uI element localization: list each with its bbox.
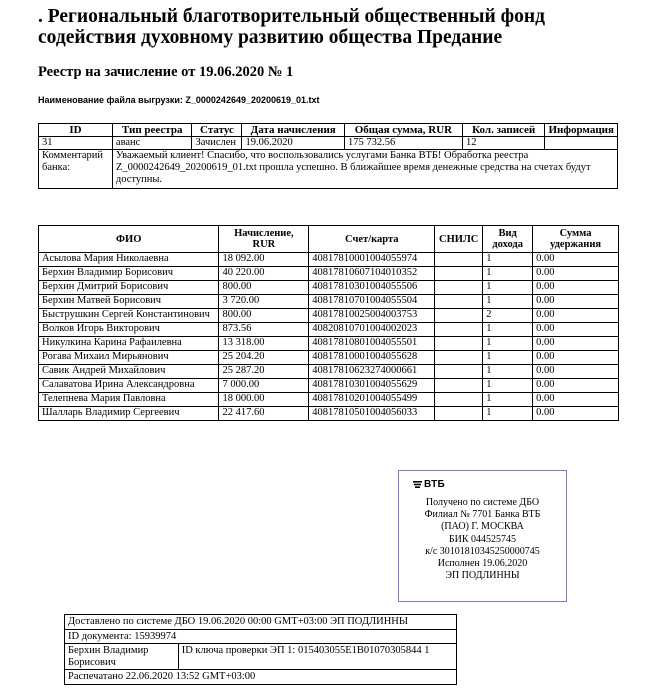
delivery-row: [65, 670, 457, 685]
recipients-header-row: [39, 226, 619, 253]
snils: [435, 351, 483, 365]
accrual-amount: 25 287.20: [219, 365, 309, 379]
summary-header: Статус: [192, 124, 242, 137]
stamp-line: ЭП ПОДЛИННЫ: [445, 570, 520, 582]
snils: [435, 407, 483, 421]
deduction-amount: 0.00: [533, 393, 619, 407]
accrual-amount: 800.00: [219, 309, 309, 323]
snils: [435, 309, 483, 323]
deduction-amount: 0.00: [533, 253, 619, 267]
account-number: 40820810701004002023: [309, 323, 435, 337]
deduction-amount: 0.00: [533, 337, 619, 351]
recipients-header: Сумма удержания: [533, 226, 619, 253]
registry-title: Реестр на зачисление от 19.06.2020 № 1: [38, 64, 294, 80]
deduction-amount: 0.00: [533, 295, 619, 309]
comment-text: Уважаемый клиент! Спасибо, что воспользовались услугами Банка ВТБ! Обработка реестра Z_0000242649_20200619_01.txt прошла успешно. В ближайшее время денежные средства на счетах будут доступны.: [112, 150, 617, 189]
delivery-row: [65, 615, 457, 630]
deduction-amount: 0.00: [533, 281, 619, 295]
recipient-name: Берхин Дмитрий Борисович: [39, 281, 219, 295]
accrual-amount: 873.56: [219, 323, 309, 337]
summary-total: 175 732.56: [344, 137, 462, 150]
snils: [435, 281, 483, 295]
account-number: 40817810701004055504: [309, 295, 435, 309]
accrual-amount: 7 000.00: [219, 379, 309, 393]
income-type: 2: [483, 309, 533, 323]
summary-header: Дата начисления: [242, 124, 345, 137]
summary-header: Кол. записей: [462, 124, 545, 137]
table-row: [39, 253, 619, 267]
account-number: 40817810001004055628: [309, 351, 435, 365]
accrual-amount: 13 318.00: [219, 337, 309, 351]
account-number: 40817810801004055501: [309, 337, 435, 351]
recipients-header: ФИО: [39, 226, 219, 253]
income-type: 1: [483, 407, 533, 421]
table-row: [39, 337, 619, 351]
key-id: ID ключа проверки ЭП 1: 015403055E1B01070305844 1: [178, 644, 456, 670]
table-row: [39, 351, 619, 365]
summary-type: аванс: [112, 137, 192, 150]
summary-data-row: [39, 137, 618, 150]
snils: [435, 253, 483, 267]
table-row: [39, 323, 619, 337]
recipient-name: Шалларь Владимир Сергеевич: [39, 407, 219, 421]
summary-header: ID: [39, 124, 113, 137]
snils: [435, 379, 483, 393]
delivery-row: [65, 644, 457, 670]
deduction-amount: 0.00: [533, 407, 619, 421]
table-row: [39, 281, 619, 295]
snils: [435, 393, 483, 407]
bank-stamp: [398, 470, 567, 602]
income-type: 1: [483, 365, 533, 379]
comment-label: Комментарий банка:: [39, 150, 113, 189]
deduction-amount: 0.00: [533, 365, 619, 379]
delivery-row: [65, 629, 457, 644]
account-number: 40817810025004003753: [309, 309, 435, 323]
recipients-header: Начисление, RUR: [219, 226, 309, 253]
recipient-name: Берхин Матвей Борисович: [39, 295, 219, 309]
summary-header: Информация: [545, 124, 618, 137]
income-type: 1: [483, 323, 533, 337]
account-number: 40817810301004055506: [309, 281, 435, 295]
deduction-amount: 0.00: [533, 323, 619, 337]
accrual-amount: 40 220.00: [219, 267, 309, 281]
accrual-amount: 3 720.00: [219, 295, 309, 309]
summary-comment-row: [39, 150, 618, 189]
snils: [435, 337, 483, 351]
recipient-name: Салаватова Ирина Александровна: [39, 379, 219, 393]
recipients-header: Вид дохода: [483, 226, 533, 253]
signer-name: Берхин Владимир Борисович: [65, 644, 179, 670]
summary-header: Тип реестра: [112, 124, 192, 137]
recipient-name: Савик Андрей Михайлович: [39, 365, 219, 379]
recipients-table: [38, 225, 619, 421]
recipient-name: Никулкина Карина Рафаилевна: [39, 337, 219, 351]
file-name: Наименование файла выгрузки: Z_0000242649_20200619_01.txt: [38, 95, 320, 105]
stamp-line: БИК 044525745: [448, 533, 517, 545]
recipients-header: Счет/карта: [309, 226, 435, 253]
income-type: 1: [483, 379, 533, 393]
snils: [435, 295, 483, 309]
document-id: ID документа: 15939974: [65, 629, 457, 644]
account-number: 40817810001004055974: [309, 253, 435, 267]
printed-text: Распечатано 22.06.2020 13:52 GMT+03:00: [65, 670, 457, 685]
snils: [435, 365, 483, 379]
recipient-name: Телепнева Мария Павловна: [39, 393, 219, 407]
recipient-name: Быструшкин Сергей Константинович: [39, 309, 219, 323]
accrual-amount: 25 204.20: [219, 351, 309, 365]
table-row: [39, 365, 619, 379]
summary-table: [38, 123, 618, 189]
stamp-line: Филиал № 7701 Банка ВТБ: [424, 509, 541, 521]
deduction-amount: 0.00: [533, 267, 619, 281]
deduction-amount: 0.00: [533, 351, 619, 365]
vtb-logo-text: ВТБ: [424, 479, 446, 490]
income-type: 1: [483, 281, 533, 295]
income-type: 1: [483, 253, 533, 267]
recipients-header: СНИЛС: [435, 226, 483, 253]
stamp-line: (ПАО) Г. МОСКВА: [441, 521, 524, 533]
summary-header-row: [39, 124, 618, 137]
recipient-name: Асылова Мария Николаевна: [39, 253, 219, 267]
summary-date: 19.06.2020: [242, 137, 345, 150]
stamp-line: Получено по системе ДБО: [425, 497, 540, 508]
table-row: [39, 267, 619, 281]
snils: [435, 267, 483, 281]
page-title: . Региональный благотворительный общественный фонд содействия духовному развитию общества Предание: [38, 6, 545, 48]
accrual-amount: 18 092.00: [219, 253, 309, 267]
income-type: 1: [483, 393, 533, 407]
table-row: [39, 309, 619, 323]
stamp-line: к/с 30101810345250000745: [425, 545, 540, 557]
delivered-text: Доставлено по системе ДБО 19.06.2020 00:00 GMT+03:00 ЭП ПОДЛИННЫ: [65, 615, 457, 630]
recipient-name: Берхин Владимир Борисович: [39, 267, 219, 281]
account-number: 40817810201004055499: [309, 393, 435, 407]
income-type: 1: [483, 337, 533, 351]
deduction-amount: 0.00: [533, 379, 619, 393]
accrual-amount: 22 417.60: [219, 407, 309, 421]
income-type: 1: [483, 295, 533, 309]
summary-id: 31: [39, 137, 113, 150]
summary-status: Зачислен: [192, 137, 242, 150]
accrual-amount: 18 000.00: [219, 393, 309, 407]
account-number: 40817810501004056033: [309, 407, 435, 421]
table-row: [39, 379, 619, 393]
summary-header: Общая сумма, RUR: [344, 124, 462, 137]
delivery-table: [64, 614, 457, 685]
recipient-name: Волков Игорь Викторович: [39, 323, 219, 337]
income-type: 1: [483, 267, 533, 281]
table-row: [39, 393, 619, 407]
table-row: [39, 407, 619, 421]
snils: [435, 323, 483, 337]
summary-count: 12: [462, 137, 545, 150]
vtb-logo-icon: [413, 481, 422, 488]
account-number: 40817810623274000661: [309, 365, 435, 379]
accrual-amount: 800.00: [219, 281, 309, 295]
account-number: 40817810607104010352: [309, 267, 435, 281]
stamp-line: Исполнен 19.06.2020: [437, 558, 528, 570]
account-number: 40817810301004055629: [309, 379, 435, 393]
table-row: [39, 295, 619, 309]
recipient-name: Рогава Михаил Мирьянович: [39, 351, 219, 365]
vtb-logo: [413, 479, 445, 490]
income-type: 1: [483, 351, 533, 365]
deduction-amount: 0.00: [533, 309, 619, 323]
summary-info: [545, 137, 618, 150]
